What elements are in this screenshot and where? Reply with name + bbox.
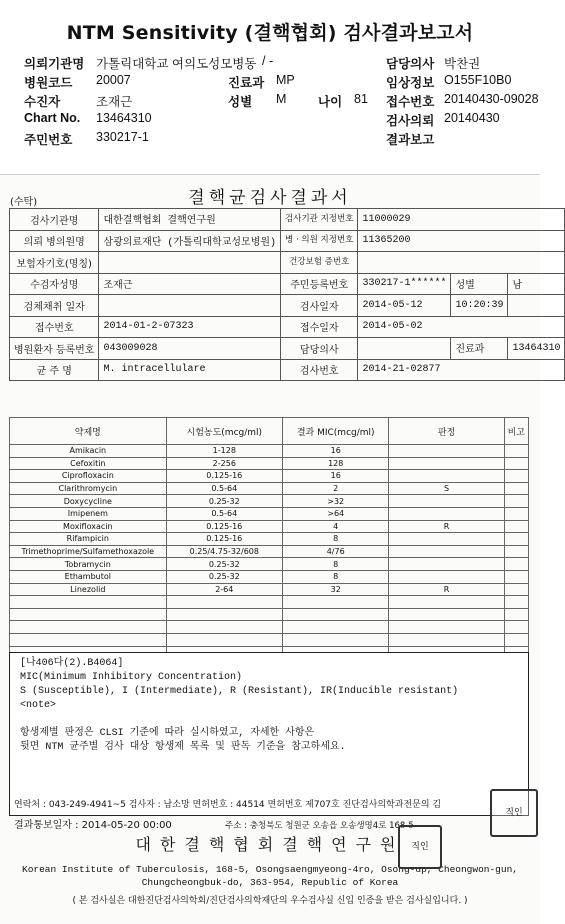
dept-label: 진료과 (228, 76, 265, 90)
drug-cell (389, 507, 504, 520)
rrn-label: 주민번호 (24, 133, 73, 147)
drug-cell: 4/76 (282, 545, 389, 558)
address-line: 주소 : 충청북도 청원군 오송읍 오송생명4로 168-5 (225, 821, 414, 831)
info-cell: 검사일자 (281, 295, 358, 317)
info-cell: 담당의사 (281, 338, 358, 360)
drug-cell (282, 621, 389, 634)
drug-cell: 0.25-32 (166, 570, 282, 583)
drug-row (10, 520, 529, 533)
info-row (10, 316, 565, 338)
info-cell: 검사기관명 (10, 209, 99, 231)
drug-cell (10, 633, 167, 646)
drug-cell: 0.125-16 (166, 520, 282, 533)
rrn-value: 330217-1 (96, 130, 149, 144)
info-row (10, 273, 565, 295)
drug-cell: >64 (282, 507, 389, 520)
drug-cell: Ethambutol (10, 570, 167, 583)
drug-cell: 8 (282, 558, 389, 571)
drug-cell (504, 583, 528, 596)
drug-cell (389, 495, 504, 508)
drug-cell (504, 495, 528, 508)
drug-cell (166, 621, 282, 634)
drug-cell (282, 608, 389, 621)
info-cell: 조재근 (99, 273, 281, 295)
drug-cell: 0.5-64 (166, 482, 282, 495)
drug-cell: Trimethoprime/Sulfamethoxazole (10, 545, 167, 558)
info-row (10, 209, 565, 231)
drug-cell: Clarithromycin (10, 482, 167, 495)
drug-cell: 128 (282, 457, 389, 470)
drug-cell: 4 (282, 520, 389, 533)
drug-cell: Moxifloxacin (10, 520, 167, 533)
drug-cell: Cefoxitin (10, 457, 167, 470)
drug-cell: 2 (282, 482, 389, 495)
drug-cell (504, 621, 528, 634)
drug-row (10, 445, 529, 458)
note-line (20, 713, 518, 727)
drug-cell: 0.125-16 (166, 470, 282, 483)
info-cell: 11000029 (358, 209, 565, 231)
chart-value: 13464310 (96, 111, 152, 125)
note-line: 항생제별 판정은 CLSI 기준에 따라 실시하였고, 자세한 사항은 (20, 728, 315, 739)
report-header (24, 54, 539, 149)
info-cell: 삼광의료재단 (가톨릭대학교성모병원) (99, 230, 281, 252)
organization-name: 대한결핵협회결핵연구원 (135, 835, 405, 854)
drug-cell (389, 445, 504, 458)
sex-value: M (276, 92, 287, 106)
drug-cell: 8 (282, 570, 389, 583)
note-line: S (Susceptible), I (Intermediate), R (Resistant), IR(Inducible resistant) (20, 686, 459, 697)
info-cell (508, 295, 565, 317)
seal-text: 직인 (505, 807, 523, 818)
report-title: NTM Sensitivity (결핵협회) 검사결과보고서 (66, 22, 474, 44)
drug-row (10, 596, 529, 609)
info-cell: 10:20:39 (451, 295, 508, 317)
drug-row (10, 457, 529, 470)
drug-cell: 0.5-64 (166, 507, 282, 520)
susceptibility-table (9, 417, 529, 659)
drug-cell (389, 533, 504, 546)
drug-cell: Amikacin (10, 445, 167, 458)
drug-cell: Ciprofloxacin (10, 470, 167, 483)
patient-label: 수진자 (24, 95, 61, 109)
drug-cell: 0.125-16 (166, 533, 282, 546)
drug-cell (166, 608, 282, 621)
clinic-info-label: 임상정보 (386, 76, 435, 90)
info-cell: 2014-21-02877 (358, 359, 565, 381)
drug-cell (504, 570, 528, 583)
drug-cell: 32 (282, 583, 389, 596)
drug-cell (282, 596, 389, 609)
drug-cell: 16 (282, 445, 389, 458)
drug-cell (10, 596, 167, 609)
drug-cell: 0.25-32 (166, 558, 282, 571)
notes-box (9, 652, 529, 816)
info-cell: 2014-05-02 (358, 316, 565, 338)
doctor-value: 박찬권 (444, 57, 481, 71)
drug-cell (389, 621, 504, 634)
drug-column-header: 판정 (389, 418, 504, 445)
drug-cell: Rifampicin (10, 533, 167, 546)
info-cell: 균 주 명 (10, 359, 99, 381)
info-cell: 13464310 (508, 338, 565, 360)
drug-cell (389, 457, 504, 470)
chart-label: Chart No. (24, 111, 81, 125)
info-cell: 의뢰 병의원명 (10, 230, 99, 252)
clinic-info-value: O155F10B0 (444, 73, 512, 87)
drug-column-header: 비고 (504, 418, 528, 445)
info-cell: 검사기관 지정번호 (281, 209, 358, 231)
report-date: 결과통보일자 : 2014-05-20 00:00 (14, 820, 172, 831)
drug-cell (282, 633, 389, 646)
info-cell: 2014-05-12 (358, 295, 451, 317)
drug-cell: 2-256 (166, 457, 282, 470)
english-address (0, 863, 540, 889)
drug-cell (504, 520, 528, 533)
sex-label: 성별 (228, 95, 253, 109)
drug-cell (389, 570, 504, 583)
english-address-line2: Chungcheongbuk-do, 363-954, Republic of Korea (141, 877, 399, 888)
info-row (10, 338, 565, 360)
note-line: MIC(Minimum Inhibitory Concentration) (20, 672, 243, 683)
note-line: <note> (20, 700, 57, 711)
drug-cell (504, 633, 528, 646)
age-label: 나이 (318, 95, 343, 109)
organization-seal-stamp (398, 825, 442, 869)
age-value: 81 (354, 92, 368, 106)
report-label: 결과보고 (386, 133, 435, 147)
info-row (10, 295, 565, 317)
drug-cell: Linezolid (10, 583, 167, 596)
info-cell: 보험자기호(명칭) (10, 252, 99, 274)
drug-cell: 2-64 (166, 583, 282, 596)
drug-column-header: 시험농도(mcg/ml) (166, 418, 282, 445)
drug-cell: Doxycycline (10, 495, 167, 508)
drug-cell (504, 470, 528, 483)
drug-row (10, 608, 529, 621)
info-cell: 진료과 (451, 338, 508, 360)
drug-cell (504, 608, 528, 621)
drug-row (10, 633, 529, 646)
info-row (10, 230, 565, 252)
drug-column-header: 약제명 (10, 418, 167, 445)
note-line: [나406다(2).B4064] (20, 658, 124, 669)
dept-value: MP (276, 73, 295, 87)
official-seal-stamp (490, 789, 538, 837)
drug-cell: 0.25-32 (166, 495, 282, 508)
info-cell (99, 295, 281, 317)
info-cell: 병 · 의원 지정번호 (281, 230, 358, 252)
drug-cell (389, 596, 504, 609)
drug-cell: 1-128 (166, 445, 282, 458)
receipt-no-value: 20140430-09028 (444, 92, 539, 106)
drug-cell: 16 (282, 470, 389, 483)
info-cell: 남 (508, 273, 565, 295)
info-cell: 접수번호 (10, 316, 99, 338)
request-value: 20140430 (444, 111, 500, 125)
hospital-code-value: 20007 (96, 73, 131, 87)
info-cell: 대한결핵협회 결핵연구원 (99, 209, 281, 231)
seal-text-2: 직인 (411, 841, 429, 852)
institution-value: 가톨릭대학교 여의도성모병동 (96, 57, 257, 71)
drug-row (10, 570, 529, 583)
request-label: 검사의뢰 (386, 114, 435, 128)
drug-row (10, 507, 529, 520)
drug-cell (504, 457, 528, 470)
doctor-label: 담당의사 (386, 57, 435, 71)
drug-cell: R (389, 520, 504, 533)
note-line: 뒷면 NTM 균주별 검사 대상 항생제 목록 및 판독 기준을 참고하세요. (20, 742, 346, 753)
drug-cell (389, 545, 504, 558)
patient-value: 조재근 (96, 95, 133, 109)
document-title: 결핵균검사결과서 (188, 188, 352, 208)
drug-cell: R (389, 583, 504, 596)
info-cell: 건강보험 증번호 (281, 252, 358, 274)
drug-cell (166, 633, 282, 646)
drug-cell (10, 621, 167, 634)
drug-cell (10, 608, 167, 621)
info-cell (358, 338, 451, 360)
info-cell: 330217-1****** (358, 273, 451, 295)
drug-row (10, 621, 529, 634)
institution-extra: / - (262, 54, 274, 68)
drug-cell (389, 608, 504, 621)
drug-cell (504, 507, 528, 520)
drug-column-header: 결과 MIC(mcg/ml) (282, 418, 389, 445)
info-cell: 병원환자 등록번호 (10, 338, 99, 360)
drug-row (10, 558, 529, 571)
info-cell (358, 252, 565, 274)
info-cell: 접수일자 (281, 316, 358, 338)
drug-row (10, 545, 529, 558)
drug-cell (504, 545, 528, 558)
drug-cell: 0.25/4.75-32/608 (166, 545, 282, 558)
certification-note: ( 본 검사실은 대한진단검사의학회/진단검사의학재단의 우수검사실 신입 인증을 받은 검사실입니다. ) (72, 896, 468, 906)
info-cell: M. intracellulare (99, 359, 281, 381)
patient-info-table (9, 208, 565, 381)
info-cell: 수검자성명 (10, 273, 99, 295)
info-cell: 검사번호 (281, 359, 358, 381)
drug-cell: 8 (282, 533, 389, 546)
info-cell: 주민등록번호 (281, 273, 358, 295)
drug-row (10, 533, 529, 546)
drug-row (10, 583, 529, 596)
drug-cell (389, 633, 504, 646)
footer-date-line (14, 816, 414, 831)
drug-cell (504, 533, 528, 546)
drug-cell: Tobramycin (10, 558, 167, 571)
drug-cell (504, 482, 528, 495)
footer-contact-line: 연락처 : 043-249-4941~5 검사자 : 남소망 면허번호 : 44514 면허번호 제707호 진단검사의학과전문의 김 (14, 800, 442, 810)
drug-cell (389, 558, 504, 571)
drug-cell (504, 596, 528, 609)
drug-cell: Imipenem (10, 507, 167, 520)
info-cell (99, 252, 281, 274)
hospital-code-label: 병원코드 (24, 76, 73, 90)
info-cell: 검체채취 일자 (10, 295, 99, 317)
institution-label: 의뢰기관명 (24, 57, 85, 71)
drug-row (10, 495, 529, 508)
info-cell: 2014-01-2-07323 (99, 316, 281, 338)
drug-cell (166, 596, 282, 609)
drug-cell (389, 470, 504, 483)
drug-cell: >32 (282, 495, 389, 508)
drug-cell (504, 445, 528, 458)
english-address-line1: Korean Institute of Tuberculosis, 168-5, Osongsaengmyeong-4ro, Osong-up, Cheongwon-gun, (22, 864, 518, 875)
drug-cell: S (389, 482, 504, 495)
consignment-label: (수탁) (10, 197, 38, 208)
drug-cell (504, 558, 528, 571)
info-cell: 성별 (451, 273, 508, 295)
drug-row (10, 482, 529, 495)
info-cell: 043009028 (99, 338, 281, 360)
receipt-no-label: 접수번호 (386, 95, 435, 109)
info-row (10, 359, 565, 381)
scanned-report-document (0, 174, 561, 924)
drug-row (10, 470, 529, 483)
info-row (10, 252, 565, 274)
info-cell: 11365200 (358, 230, 565, 252)
